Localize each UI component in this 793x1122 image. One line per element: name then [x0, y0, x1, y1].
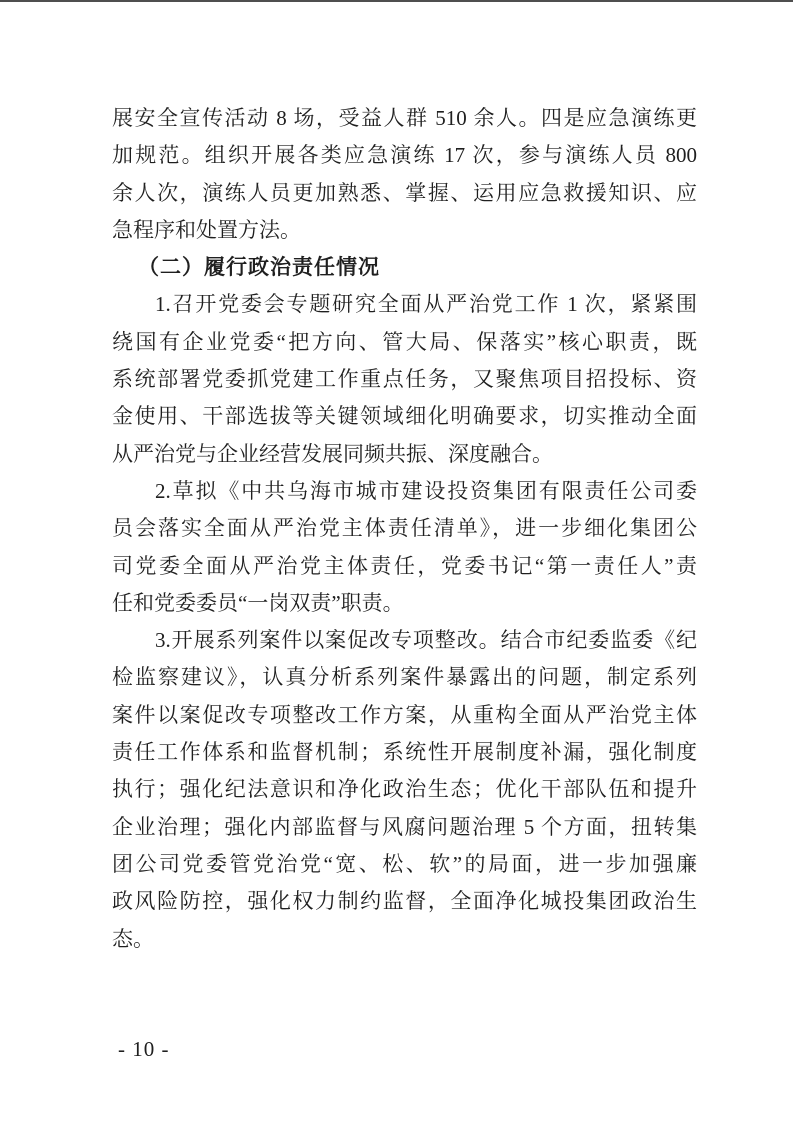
paragraph	[112, 473, 697, 622]
text-line: （二）履行政治责任情况	[138, 255, 380, 280]
text-line: 责任工作体系和监督机制；系统性开展制度补漏，强化制度	[112, 740, 697, 765]
scan-edge-line	[0, 0, 793, 2]
text-line: 展安全宣传活动 8 场，受益人群 510 余人。四是应急演练更	[112, 106, 697, 130]
section-heading	[112, 249, 697, 286]
text-line: 态。	[112, 926, 154, 951]
text-line: 企业治理；强化内部监督与风腐问题治理 5 个方面，扭转集	[112, 814, 697, 839]
text-line: 团公司党委管党治党“宽、松、软”的局面，进一步加强廉	[112, 851, 697, 876]
document-body	[112, 100, 697, 958]
paragraph	[112, 622, 697, 958]
text-line: 金使用、干部选拔等关键领域细化明确要求，切实推动全面	[112, 404, 697, 429]
text-line: 员会落实全面从严治党主体责任清单》，进一步细化集团公	[112, 516, 697, 541]
paragraph	[112, 100, 697, 249]
text-line: 从严治党与企业经营发展同频共振、深度融合。	[112, 441, 553, 466]
text-line: 绕国有企业党委“把方向、管大局、保落实”核心职责，既	[112, 329, 697, 354]
text-line: 2.草拟《中共乌海市城市建设投资集团有限责任公司委	[155, 478, 697, 503]
text-line: 急程序和处置方法。	[112, 217, 301, 242]
text-line: 余人次，演练人员更加熟悉、掌握、运用应急救援知识、应	[112, 180, 697, 205]
text-line: 政风险防控，强化权力制约监督，全面净化城投集团政治生	[112, 889, 697, 914]
text-line: 执行；强化纪法意识和净化政治生态；优化干部队伍和提升	[112, 777, 697, 802]
text-line: 案件以案促改专项整改工作方案，从重构全面从严治党主体	[112, 702, 697, 727]
text-line: 加规范。组织开展各类应急演练 17 次，参与演练人员 800	[112, 143, 697, 168]
text-line: 任和党委委员“一岗双责”职责。	[112, 590, 404, 615]
text-line: 1.召开党委会专题研究全面从严治党工作 1 次，紧紧围	[155, 292, 697, 317]
text-line: 系统部署党委抓党建工作重点任务，又聚焦项目招投标、资	[112, 367, 697, 392]
text-line: 司党委全面从严治党主体责任，党委书记“第一责任人”责	[112, 553, 697, 578]
text-line: 检监察建议》，认真分析系列案件暴露出的问题，制定系列	[112, 665, 697, 690]
text-line: 3.开展系列案件以案促改专项整改。结合市纪委监委《纪	[155, 628, 697, 653]
paragraph	[112, 286, 697, 472]
page-number: - 10 -	[118, 1037, 170, 1061]
